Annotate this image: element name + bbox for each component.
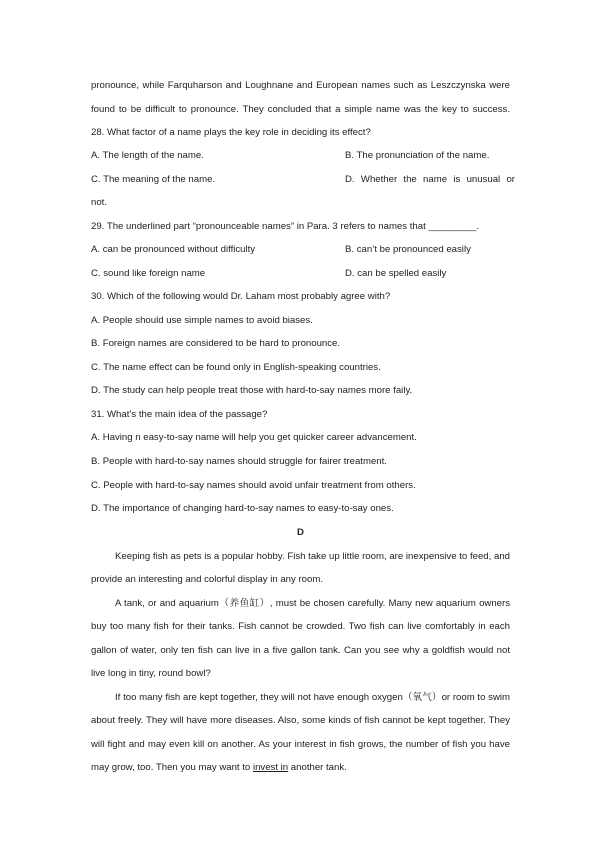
question-29-stem: 29. The underlined part “pronounceable names” in Para. 3 refers to names that _________. — [91, 221, 480, 232]
question-28-option-d: D. Whether the name is unusual or — [345, 174, 515, 185]
question-28-option-d-continued: not. — [91, 197, 108, 208]
question-30-option-d: D. The study can help people treat those with hard-to-say names more faily. — [91, 385, 413, 396]
question-29-option-b: B. can’t be pronounced easily — [345, 244, 471, 255]
underlined-phrase: invest in — [252, 762, 289, 773]
question-28-stem: 28. What factor of a name plays the key role in deciding its effect? — [91, 127, 371, 138]
question-31-option-b: B. People with hard-to-say names should struggle for fairer treatment. — [91, 456, 387, 467]
p2-text-a: A tank, or and aquarium — [115, 598, 219, 609]
question-30-option-a: A. People should use simple names to avoid biases. — [91, 315, 313, 326]
passage-d-p3-line-2: about freely. They will have more diseases. Also, some kinds of fish cannot be kept together. They — [91, 715, 510, 726]
passage-d-p2-line-2: buy too many fish for their tanks. Fish cannot be crowded. Two fish can live comfortably in each — [91, 621, 510, 632]
question-28-option-c: C. The meaning of the name. — [91, 174, 216, 185]
p3-chinese-gloss: （氧气） — [402, 692, 442, 703]
question-29-option-c: C. sound like foreign name — [91, 268, 206, 279]
question-29-option-a: A. can be pronounced without difficulty — [91, 244, 256, 255]
passage-d-p2-line-4: live long in tiny, round bowl? — [91, 668, 211, 679]
passage-d-p2-line-1 — [115, 597, 510, 611]
passage-d-p3-line-1 — [115, 691, 510, 705]
question-30-option-c: C. The name effect can be found only in English-speaking countries. — [91, 362, 381, 373]
question-31-option-a: A. Having n easy-to-say name will help you get quicker career advancement. — [91, 432, 417, 443]
question-31-option-d: D. The importance of changing hard-to-say names to easy-to-say ones. — [91, 503, 394, 514]
question-28-option-a: A. The length of the name. — [91, 150, 204, 161]
p3-text-b: or room to swim — [441, 692, 511, 703]
passage-d-p2-line-3: gallon of water, only ten fish can live in a five gallon tank. Can you see why a goldfish would not — [91, 645, 510, 656]
question-30-option-b: B. Foreign names are considered to be hard to pronounce. — [91, 338, 341, 349]
p2-chinese-gloss: （养鱼缸） — [218, 598, 270, 609]
question-31-option-c: C. People with hard-to-say names should avoid unfair treatment from others. — [91, 480, 416, 491]
passage-d-p1-line-2: provide an interesting and colorful display in any room. — [91, 574, 323, 585]
passage-c-line-2: found to be difficult to pronounce. They concluded that a simple name was the key to success. — [91, 104, 510, 115]
passage-d-heading: D — [297, 527, 304, 538]
passage-c-line-1: pronounce, while Farquharson and Loughnane and European names such as Leszczynska were — [91, 80, 510, 91]
question-30-stem: 30. Which of the following would Dr. Laham most probably agree with? — [91, 291, 391, 302]
p3-text-c: may grow, too. Then you may want to — [91, 762, 253, 773]
question-31-stem: 31. What’s the main idea of the passage? — [91, 409, 268, 420]
passage-d-p3-line-4 — [91, 761, 510, 775]
question-29-option-d: D. can be spelled easily — [345, 268, 447, 279]
question-28-option-b: B. The pronunciation of the name. — [345, 150, 490, 161]
passage-d-p1-line-1: Keeping fish as pets is a popular hobby. Fish take up little room, are inexpensive to feed, and — [115, 551, 510, 562]
p2-text-b: , must be chosen carefully. Many new aquarium owners — [269, 598, 510, 609]
p3-text-a: If too many fish are kept together, they will not have enough oxygen — [115, 692, 403, 703]
p3-text-d: another tank. — [288, 762, 347, 773]
passage-d-p3-line-3: will fight and may even kill on another. As your interest in fish grows, the number of fish you have — [91, 739, 510, 750]
